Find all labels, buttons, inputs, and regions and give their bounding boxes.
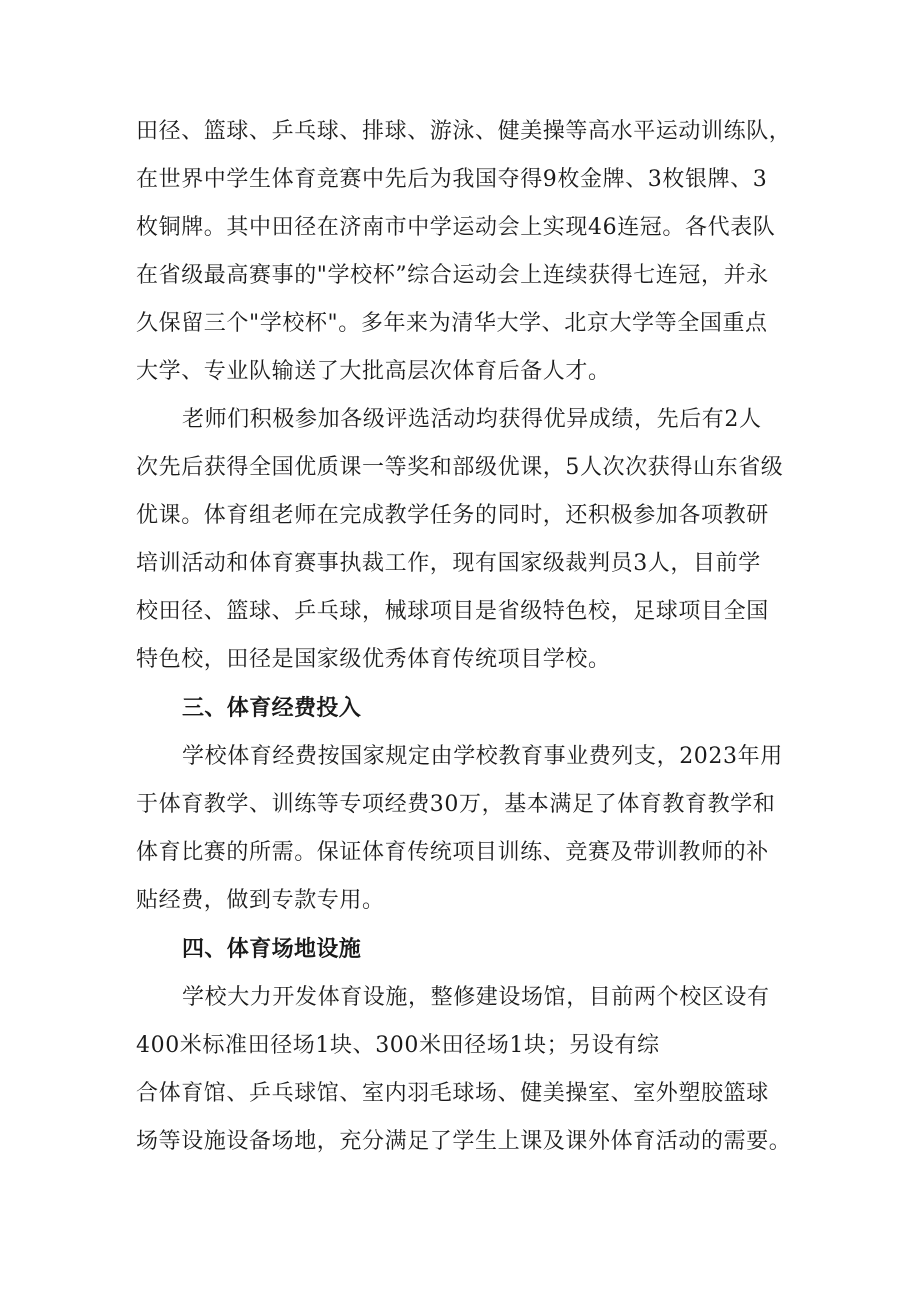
section-4-line-4: 场等设施设备场地，充分满足了学生上课及课外体育活动的需要。 [136, 1129, 792, 1154]
paragraph-2-line-2: 次先后获得全国优质课一等奖和部级优课，5人次次获得山东省级 [136, 455, 784, 480]
paragraph-1-line-4: 在省级最高赛事的"学校杯”综合运动会上连续获得七连冠，并永 [136, 263, 769, 288]
paragraph-2-line-3: 优课。体育组老师在完成教学任务的同时，还积极参加各项教研 [136, 503, 769, 528]
section-3-line-2: 于体育教学、训练等专项经费30万，基本满足了体育教育教学和 [136, 792, 776, 817]
section-4-line-1: 学校大力开发体育设施，整修建设场馆，目前两个校区设有 [182, 985, 770, 1010]
paragraph-1-line-3: 枚铜牌。其中田径在济南市中学运动会上实现46连冠。各代表队 [136, 215, 776, 240]
paragraph-2-line-1: 老师们积极参加各级评选活动均获得优异成绩，先后有2人 [182, 407, 762, 432]
paragraph-1-line-6: 大学、专业队输送了大批高层次体育后备人才。 [136, 359, 611, 384]
paragraph-2-line-6: 特色校，田径是国家级优秀体育传统项目学校。 [136, 647, 611, 672]
section-3-line-3: 体育比赛的所需。保证体育传统项目训练、竞赛及带训教师的补 [136, 840, 769, 865]
paragraph-1-line-2: 在世界中学生体育竞赛中先后为我国夺得9枚金牌、3枚银牌、3 [136, 167, 768, 192]
paragraph-2-line-5: 校田径、篮球、乒乓球，械球项目是省级特色校，足球项目全国 [136, 599, 769, 624]
section-4-line-3: 合体育馆、乒乓球馆、室内羽毛球场、健美操室、室外塑胶篮球 [136, 1081, 769, 1106]
section-3-line-4: 贴经费，做到专款专用。 [136, 888, 385, 913]
section-4-line-2: 400米标准田径场1块、300米田径场1块；另设有综 [136, 1033, 660, 1058]
paragraph-1-line-5: 久保留三个"学校杯"。多年来为清华大学、北京大学等全国重点 [136, 311, 768, 336]
section-3-line-1: 学校体育经费按国家规定由学校教育事业费列支，2023年用 [182, 744, 783, 769]
paragraph-1-line-1: 田径、篮球、乒乓球、排球、游泳、健美操等高水平运动训练队， [136, 119, 792, 144]
section-3-heading: 三、体育经费投入 [182, 696, 362, 721]
section-4-heading: 四、体育场地设施 [182, 937, 362, 962]
paragraph-2-line-4: 培训活动和体育赛事执裁工作，现有国家级裁判员3人，目前学 [136, 551, 761, 576]
